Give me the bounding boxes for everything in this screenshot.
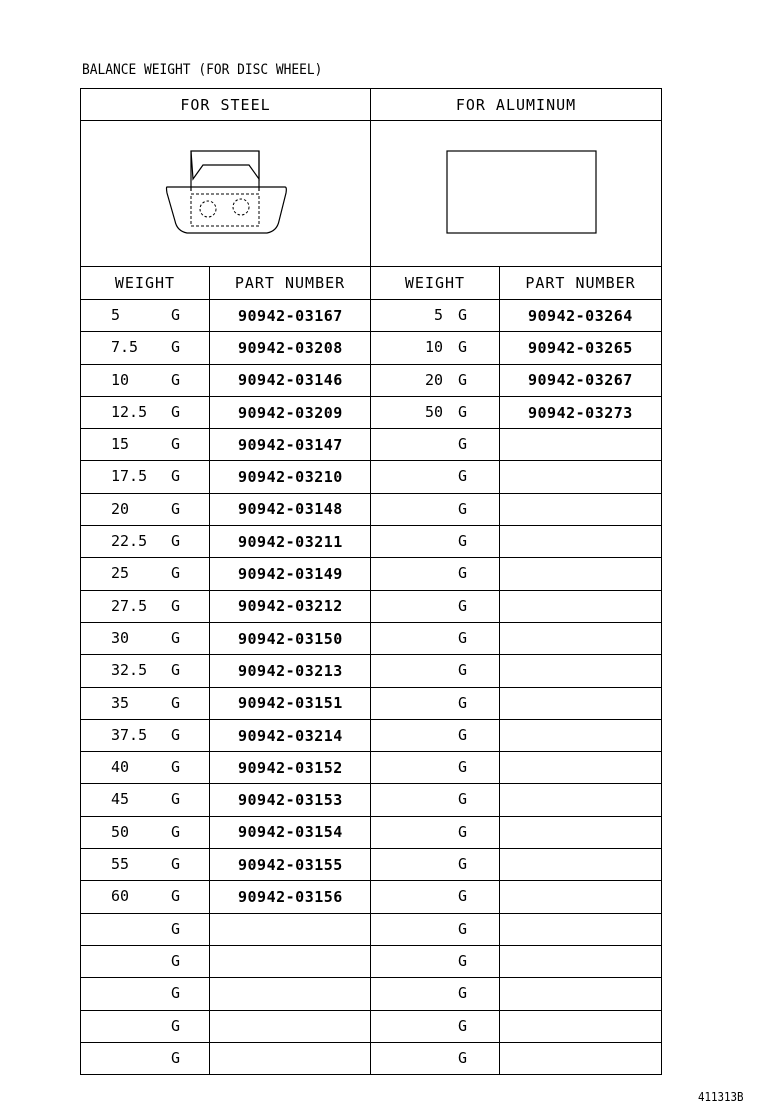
table-row bbox=[81, 396, 662, 428]
table-row bbox=[81, 719, 662, 751]
steel-weight-value: 22.5 bbox=[111, 532, 148, 551]
aluminum-weight-unit: G bbox=[458, 564, 468, 583]
aluminum-weight-cell bbox=[371, 332, 500, 364]
steel-part-number: 90942-03214 bbox=[210, 719, 371, 751]
steel-part-number: 90942-03152 bbox=[210, 752, 371, 784]
steel-weight-cell bbox=[81, 719, 210, 751]
steel-part-number: 90942-03151 bbox=[210, 687, 371, 719]
aluminum-part-number bbox=[500, 719, 662, 751]
aluminum-weight-cell bbox=[371, 590, 500, 622]
steel-part-number: 90942-03153 bbox=[210, 784, 371, 816]
table-row bbox=[81, 881, 662, 913]
table-row bbox=[81, 978, 662, 1010]
steel-weight-unit: G bbox=[171, 564, 181, 583]
table-row bbox=[81, 590, 662, 622]
steel-weight-value: 20 bbox=[111, 499, 130, 518]
steel-part-number: 90942-03212 bbox=[210, 590, 371, 622]
steel-weight-cell bbox=[81, 526, 210, 558]
steel-weight-unit: G bbox=[171, 822, 181, 841]
table-row bbox=[81, 655, 662, 687]
aluminum-weight-cell bbox=[371, 719, 500, 751]
steel-weight-value: 35 bbox=[111, 693, 130, 712]
reference-code: 411313B bbox=[698, 1090, 744, 1104]
steel-weight-cell bbox=[81, 558, 210, 590]
aluminum-part-number bbox=[500, 655, 662, 687]
aluminum-weight-cell bbox=[371, 913, 500, 945]
steel-weight-unit: G bbox=[171, 951, 181, 970]
table-row bbox=[81, 429, 662, 461]
steel-weight-cell bbox=[81, 493, 210, 525]
steel-weight-cell bbox=[81, 300, 210, 332]
aluminum-weight-illustration-cell bbox=[371, 121, 662, 267]
aluminum-part-number bbox=[500, 590, 662, 622]
aluminum-blank-illustration bbox=[371, 121, 662, 266]
aluminum-weight-unit: G bbox=[458, 1048, 468, 1067]
aluminum-weight-unit: G bbox=[458, 725, 468, 744]
aluminum-part-number bbox=[500, 622, 662, 654]
table-row bbox=[81, 558, 662, 590]
aluminum-weight-unit: G bbox=[458, 306, 468, 324]
aluminum-weight-unit: G bbox=[458, 532, 468, 551]
table-row bbox=[81, 687, 662, 719]
aluminum-weight-cell bbox=[371, 429, 500, 461]
aluminum-part-number bbox=[500, 849, 662, 881]
aluminum-section-title: FOR ALUMINUM bbox=[371, 89, 662, 121]
steel-weight-value: 30 bbox=[111, 628, 130, 647]
aluminum-part-number bbox=[500, 429, 662, 461]
table-row bbox=[81, 1010, 662, 1042]
aluminum-weight-cell bbox=[371, 1042, 500, 1074]
aluminum-weight-unit: G bbox=[458, 919, 468, 938]
steel-weight-cell bbox=[81, 752, 210, 784]
steel-weight-cell bbox=[81, 1010, 210, 1042]
aluminum-part-number: 90942-03273 bbox=[500, 396, 662, 428]
aluminum-weight-unit: G bbox=[458, 628, 468, 647]
steel-weight-cell bbox=[81, 784, 210, 816]
steel-weight-value: 25 bbox=[111, 564, 130, 583]
table-row bbox=[81, 493, 662, 525]
table-row bbox=[81, 300, 662, 332]
table-row bbox=[81, 913, 662, 945]
steel-weight-unit: G bbox=[171, 532, 181, 551]
table-row bbox=[81, 332, 662, 364]
table-row bbox=[81, 945, 662, 977]
aluminum-part-number bbox=[500, 526, 662, 558]
aluminum-weight-unit: G bbox=[458, 338, 468, 357]
steel-weight-value: 37.5 bbox=[111, 725, 148, 744]
aluminum-weight-cell bbox=[371, 461, 500, 493]
table-row bbox=[81, 849, 662, 881]
steel-part-number: 90942-03210 bbox=[210, 461, 371, 493]
aluminum-weight-value: 10 bbox=[424, 338, 443, 357]
steel-part-number bbox=[210, 1010, 371, 1042]
aluminum-weight-cell bbox=[371, 687, 500, 719]
aluminum-weight-header: WEIGHT bbox=[371, 267, 500, 300]
aluminum-weight-cell bbox=[371, 1010, 500, 1042]
steel-weight-cell bbox=[81, 429, 210, 461]
steel-clip-weight-illustration bbox=[81, 121, 371, 266]
aluminum-weight-cell bbox=[371, 816, 500, 848]
steel-weight-unit: G bbox=[171, 693, 181, 712]
steel-part-number: 90942-03211 bbox=[210, 526, 371, 558]
steel-weight-unit: G bbox=[171, 725, 181, 744]
aluminum-part-number bbox=[500, 752, 662, 784]
table-caption: BALANCE WEIGHT (FOR DISC WHEEL) bbox=[82, 62, 323, 78]
aluminum-weight-unit: G bbox=[458, 467, 468, 486]
steel-weight-unit: G bbox=[171, 887, 181, 906]
steel-weight-cell bbox=[81, 396, 210, 428]
steel-weight-cell bbox=[81, 687, 210, 719]
steel-weight-cell bbox=[81, 364, 210, 396]
steel-weight-cell bbox=[81, 655, 210, 687]
steel-weight-value: 55 bbox=[111, 855, 130, 874]
aluminum-weight-cell bbox=[371, 364, 500, 396]
steel-part-number: 90942-03156 bbox=[210, 881, 371, 913]
steel-weight-value: 32.5 bbox=[111, 661, 148, 680]
table-row bbox=[81, 784, 662, 816]
steel-weight-value: 15 bbox=[111, 435, 130, 454]
steel-weight-unit: G bbox=[171, 402, 181, 421]
aluminum-weight-unit: G bbox=[458, 887, 468, 906]
aluminum-part-number bbox=[500, 784, 662, 816]
aluminum-weight-unit: G bbox=[458, 855, 468, 874]
aluminum-weight-cell bbox=[371, 526, 500, 558]
aluminum-weight-cell bbox=[371, 945, 500, 977]
steel-weight-value: 27.5 bbox=[111, 596, 148, 615]
section-header-row bbox=[81, 89, 662, 121]
steel-weight-unit: G bbox=[171, 435, 181, 454]
aluminum-part-number bbox=[500, 913, 662, 945]
steel-weight-unit: G bbox=[171, 790, 181, 809]
aluminum-weight-cell bbox=[371, 752, 500, 784]
steel-part-number bbox=[210, 978, 371, 1010]
aluminum-weight-value: 5 bbox=[433, 306, 443, 324]
steel-weight-unit: G bbox=[171, 306, 181, 324]
steel-part-number: 90942-03150 bbox=[210, 622, 371, 654]
steel-part-number: 90942-03208 bbox=[210, 332, 371, 364]
aluminum-part-number bbox=[500, 493, 662, 525]
steel-weight-value: 12.5 bbox=[111, 402, 148, 421]
steel-weight-cell bbox=[81, 622, 210, 654]
table-row bbox=[81, 1042, 662, 1074]
aluminum-part-number bbox=[500, 687, 662, 719]
aluminum-weight-unit: G bbox=[458, 693, 468, 712]
steel-weight-value: 17.5 bbox=[111, 467, 148, 486]
aluminum-part-number bbox=[500, 461, 662, 493]
aluminum-part-number bbox=[500, 558, 662, 590]
aluminum-weight-unit: G bbox=[458, 790, 468, 809]
steel-weight-unit: G bbox=[171, 370, 181, 389]
aluminum-part-number bbox=[500, 881, 662, 913]
aluminum-weight-cell bbox=[371, 784, 500, 816]
steel-weight-illustration-cell bbox=[81, 121, 371, 267]
table-row bbox=[81, 364, 662, 396]
aluminum-part-number bbox=[500, 945, 662, 977]
steel-weight-cell bbox=[81, 849, 210, 881]
aluminum-weight-value: 50 bbox=[424, 402, 443, 421]
steel-part-number bbox=[210, 913, 371, 945]
aluminum-weight-cell bbox=[371, 978, 500, 1010]
aluminum-part-number: 90942-03265 bbox=[500, 332, 662, 364]
aluminum-part-number bbox=[500, 1042, 662, 1074]
steel-part-number: 90942-03154 bbox=[210, 816, 371, 848]
aluminum-part-number: 90942-03267 bbox=[500, 364, 662, 396]
aluminum-part-number bbox=[500, 816, 662, 848]
steel-weight-unit: G bbox=[171, 661, 181, 680]
aluminum-part-number-header: PART NUMBER bbox=[500, 267, 662, 300]
steel-part-number: 90942-03146 bbox=[210, 364, 371, 396]
steel-weight-cell bbox=[81, 978, 210, 1010]
aluminum-weight-cell bbox=[371, 300, 500, 332]
table-row bbox=[81, 461, 662, 493]
steel-weight-unit: G bbox=[171, 467, 181, 486]
aluminum-weight-unit: G bbox=[458, 951, 468, 970]
balance-weight-table bbox=[80, 88, 662, 1075]
steel-part-number bbox=[210, 1042, 371, 1074]
aluminum-weight-cell bbox=[371, 396, 500, 428]
steel-weight-cell bbox=[81, 913, 210, 945]
steel-weight-unit: G bbox=[171, 758, 181, 777]
table-row bbox=[81, 752, 662, 784]
steel-weight-value: 45 bbox=[111, 790, 130, 809]
steel-weight-unit: G bbox=[171, 628, 181, 647]
aluminum-weight-cell bbox=[371, 558, 500, 590]
aluminum-weight-unit: G bbox=[458, 984, 468, 1003]
steel-weight-unit: G bbox=[171, 1016, 181, 1035]
steel-part-number: 90942-03147 bbox=[210, 429, 371, 461]
steel-part-number: 90942-03149 bbox=[210, 558, 371, 590]
steel-part-number: 90942-03213 bbox=[210, 655, 371, 687]
aluminum-weight-unit: G bbox=[458, 1016, 468, 1035]
steel-weight-value: 5 bbox=[111, 306, 121, 324]
illustration-row bbox=[81, 121, 662, 267]
aluminum-weight-unit: G bbox=[458, 661, 468, 680]
aluminum-weight-unit: G bbox=[458, 758, 468, 777]
aluminum-part-number bbox=[500, 1010, 662, 1042]
aluminum-weight-cell bbox=[371, 493, 500, 525]
aluminum-weight-cell bbox=[371, 622, 500, 654]
steel-weight-value: 10 bbox=[111, 370, 130, 389]
steel-weight-value: 7.5 bbox=[111, 338, 139, 357]
table-row bbox=[81, 816, 662, 848]
steel-part-number: 90942-03167 bbox=[210, 300, 371, 332]
table-row bbox=[81, 622, 662, 654]
steel-weight-cell bbox=[81, 1042, 210, 1074]
steel-weight-value: 50 bbox=[111, 822, 130, 841]
column-header-row bbox=[81, 267, 662, 300]
steel-part-number: 90942-03148 bbox=[210, 493, 371, 525]
steel-weight-unit: G bbox=[171, 338, 181, 357]
aluminum-weight-value: 20 bbox=[424, 370, 443, 389]
steel-weight-cell bbox=[81, 461, 210, 493]
aluminum-weight-unit: G bbox=[458, 596, 468, 615]
steel-part-number-header: PART NUMBER bbox=[210, 267, 371, 300]
aluminum-part-number: 90942-03264 bbox=[500, 300, 662, 332]
aluminum-weight-cell bbox=[371, 655, 500, 687]
aluminum-weight-cell bbox=[371, 881, 500, 913]
steel-weight-cell bbox=[81, 590, 210, 622]
steel-weight-cell bbox=[81, 816, 210, 848]
steel-weight-value: 40 bbox=[111, 758, 130, 777]
steel-weight-header: WEIGHT bbox=[81, 267, 210, 300]
steel-part-number bbox=[210, 945, 371, 977]
aluminum-weight-unit: G bbox=[458, 499, 468, 518]
steel-weight-cell bbox=[81, 945, 210, 977]
steel-weight-unit: G bbox=[171, 855, 181, 874]
aluminum-weight-unit: G bbox=[458, 370, 468, 389]
aluminum-weight-cell bbox=[371, 849, 500, 881]
steel-weight-cell bbox=[81, 332, 210, 364]
steel-weight-unit: G bbox=[171, 984, 181, 1003]
balance-weight-table-container bbox=[80, 88, 661, 1079]
steel-section-title: FOR STEEL bbox=[81, 89, 371, 121]
steel-part-number: 90942-03155 bbox=[210, 849, 371, 881]
aluminum-part-number bbox=[500, 978, 662, 1010]
steel-part-number: 90942-03209 bbox=[210, 396, 371, 428]
table-row bbox=[81, 526, 662, 558]
aluminum-weight-unit: G bbox=[458, 402, 468, 421]
aluminum-weight-unit: G bbox=[458, 435, 468, 454]
steel-weight-unit: G bbox=[171, 499, 181, 518]
steel-weight-unit: G bbox=[171, 596, 181, 615]
steel-weight-unit: G bbox=[171, 919, 181, 938]
steel-weight-unit: G bbox=[171, 1048, 181, 1067]
steel-weight-cell bbox=[81, 881, 210, 913]
aluminum-weight-unit: G bbox=[458, 822, 468, 841]
steel-weight-value: 60 bbox=[111, 887, 130, 906]
